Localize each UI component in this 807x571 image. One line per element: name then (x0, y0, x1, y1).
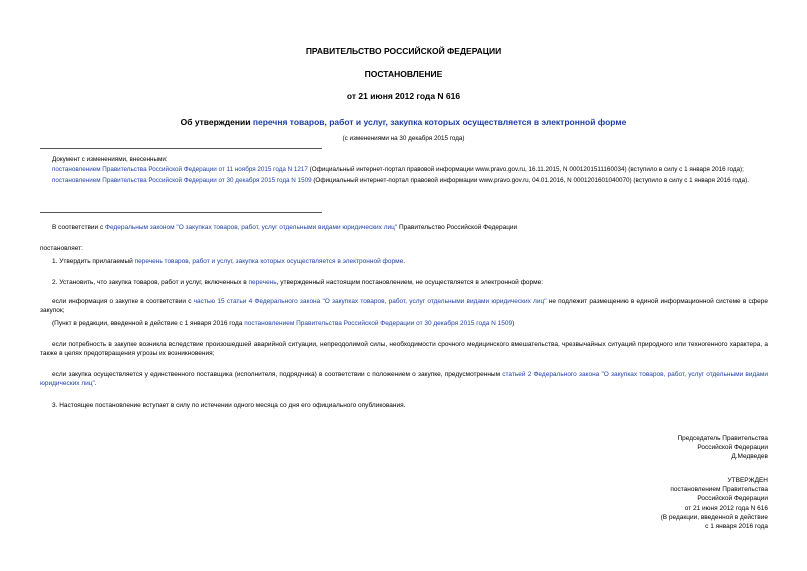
para-1-text: 1. Утвердить прилагаемый (52, 258, 135, 265)
signature-position: Председатель Правительства (677, 435, 768, 442)
approved-line-6: с 1 января 2016 года (705, 523, 768, 531)
para-basis-text: В соответствии с (52, 224, 106, 231)
amend-note: (с изменениями на 30 декабря 2015 года) (342, 135, 465, 142)
change-2-text: (Официальный интернет-портал правовой информации www.pravo.gov.ru, 04.01.2016, N 0001201601040070) (вступило в силу с 1 января 2016 года). (311, 177, 749, 184)
approved-line-5: (В редакции, введенной в действие (660, 513, 768, 521)
article-2-link[interactable]: статьей 2 Федерального закона "О закупках товаров, работ, услуг отдельными видами юридических лиц" (40, 371, 768, 388)
change-item-2 (52, 176, 768, 185)
article-4-link[interactable]: частью 15 статьи 4 Федерального закона "О закупках товаров, работ, услуг отдельными видами юридических лиц" (193, 298, 547, 305)
para-edition-note (52, 319, 768, 328)
approved-line-3: Российской Федерации (697, 495, 768, 503)
change-2-link[interactable]: постановлением Правительства Российской Федерации от 30 декабря 2015 года N 1509 (52, 177, 312, 184)
para-1-end: . (403, 258, 405, 265)
para-2 (52, 278, 768, 287)
para-2-text: 2. Установить, что закупка товаров, работ и услуг, включенных в (52, 279, 249, 286)
change-1-text: (Официальный интернет-портал правовой информации www.pravo.gov.ru, 16.11.2015, N 0001201511160034) (вступило в силу с 1 января 2016 года); (307, 166, 744, 173)
federal-law-link[interactable]: Федеральным законом "О закупках товаров, работ, услуг отдельными видами юридических лиц" (105, 224, 398, 231)
doc-type-heading: ПОСТАНОВЛЕНИЕ (364, 69, 443, 79)
signature-block (500, 434, 768, 462)
title-prefix: Об утверждении (180, 117, 253, 127)
para-2-end: , утвержденный настоящим постановлением, не осуществляется в электронной форме: (276, 279, 544, 286)
approved-line-4: от 21 июня 2012 года N 616 (684, 504, 768, 512)
list-link[interactable]: перечень товаров, работ и услуг, закупка которых осуществляется в электронной форме (134, 258, 404, 265)
para-basis (52, 223, 768, 232)
para-2-a (40, 297, 768, 315)
changes-block (52, 155, 768, 185)
para-2-b: если потребность в закупке возникла вследствие произошедшей аварийной ситуации, непреодолимой силы, необходимости срочного медицинского вмешательства, чрезвычайных ситуаций природного или техногенного характера, а также в целях предотвращения угрозы их возникновения; (40, 341, 768, 358)
para-1 (52, 257, 768, 266)
approved-line-2: постановлением Правительства (670, 486, 768, 494)
signature-country: Российской Федерации (697, 444, 768, 452)
date-number: от 21 июня 2012 года N 616 (346, 91, 461, 101)
para-2c-text: если закупка осуществляется у единственного поставщика (исполнителя, подрядчика) в соответствии с положением о закупке, предусмотренным (52, 371, 503, 378)
para-2-c (40, 370, 768, 388)
edition-note-text: (Пункт в редакции, введенной в действие с 1 января 2016 года (52, 320, 245, 327)
change-1-link[interactable]: постановлением Правительства Российской Федерации от 11 ноября 2015 года N 1217 (52, 166, 308, 173)
signature-name: Д.Медведев (731, 453, 768, 461)
edition-note-link[interactable]: постановлением Правительства Российской Федерации от 30 декабря 2015 года N 1509 (244, 320, 513, 327)
para-basis-end: Правительство Российской Федерации (397, 224, 518, 231)
document-title (0, 117, 807, 127)
edition-note-end: ) (512, 320, 515, 327)
divider-bottom (40, 212, 322, 213)
title-link[interactable]: перечня товаров, работ и услуг, закупка которых осуществляется в электронной форме (252, 117, 627, 127)
approved-block (500, 476, 768, 531)
para-2a-text: если информация о закупке в соответствии с (52, 298, 194, 305)
government-heading: ПРАВИТЕЛЬСТВО РОССИЙСКОЙ ФЕДЕРАЦИИ (305, 46, 502, 56)
approved-heading: УТВЕРЖДЕН (727, 477, 768, 484)
para-2a-end: не подлежит размещению в единой информационной системе в сфере закупок; (40, 298, 768, 315)
para-3: 3. Настоящее постановление вступает в силу по истечении одного месяца со дня его официального опубликования. (52, 402, 406, 409)
decides-label: постановляет: (40, 245, 83, 252)
changes-intro: Документ с изменениями, внесенными: (52, 156, 168, 163)
change-item-1 (52, 165, 768, 174)
divider-top (40, 148, 322, 149)
para-2c-end: . (94, 380, 97, 388)
perechen-link[interactable]: перечень (248, 279, 277, 286)
